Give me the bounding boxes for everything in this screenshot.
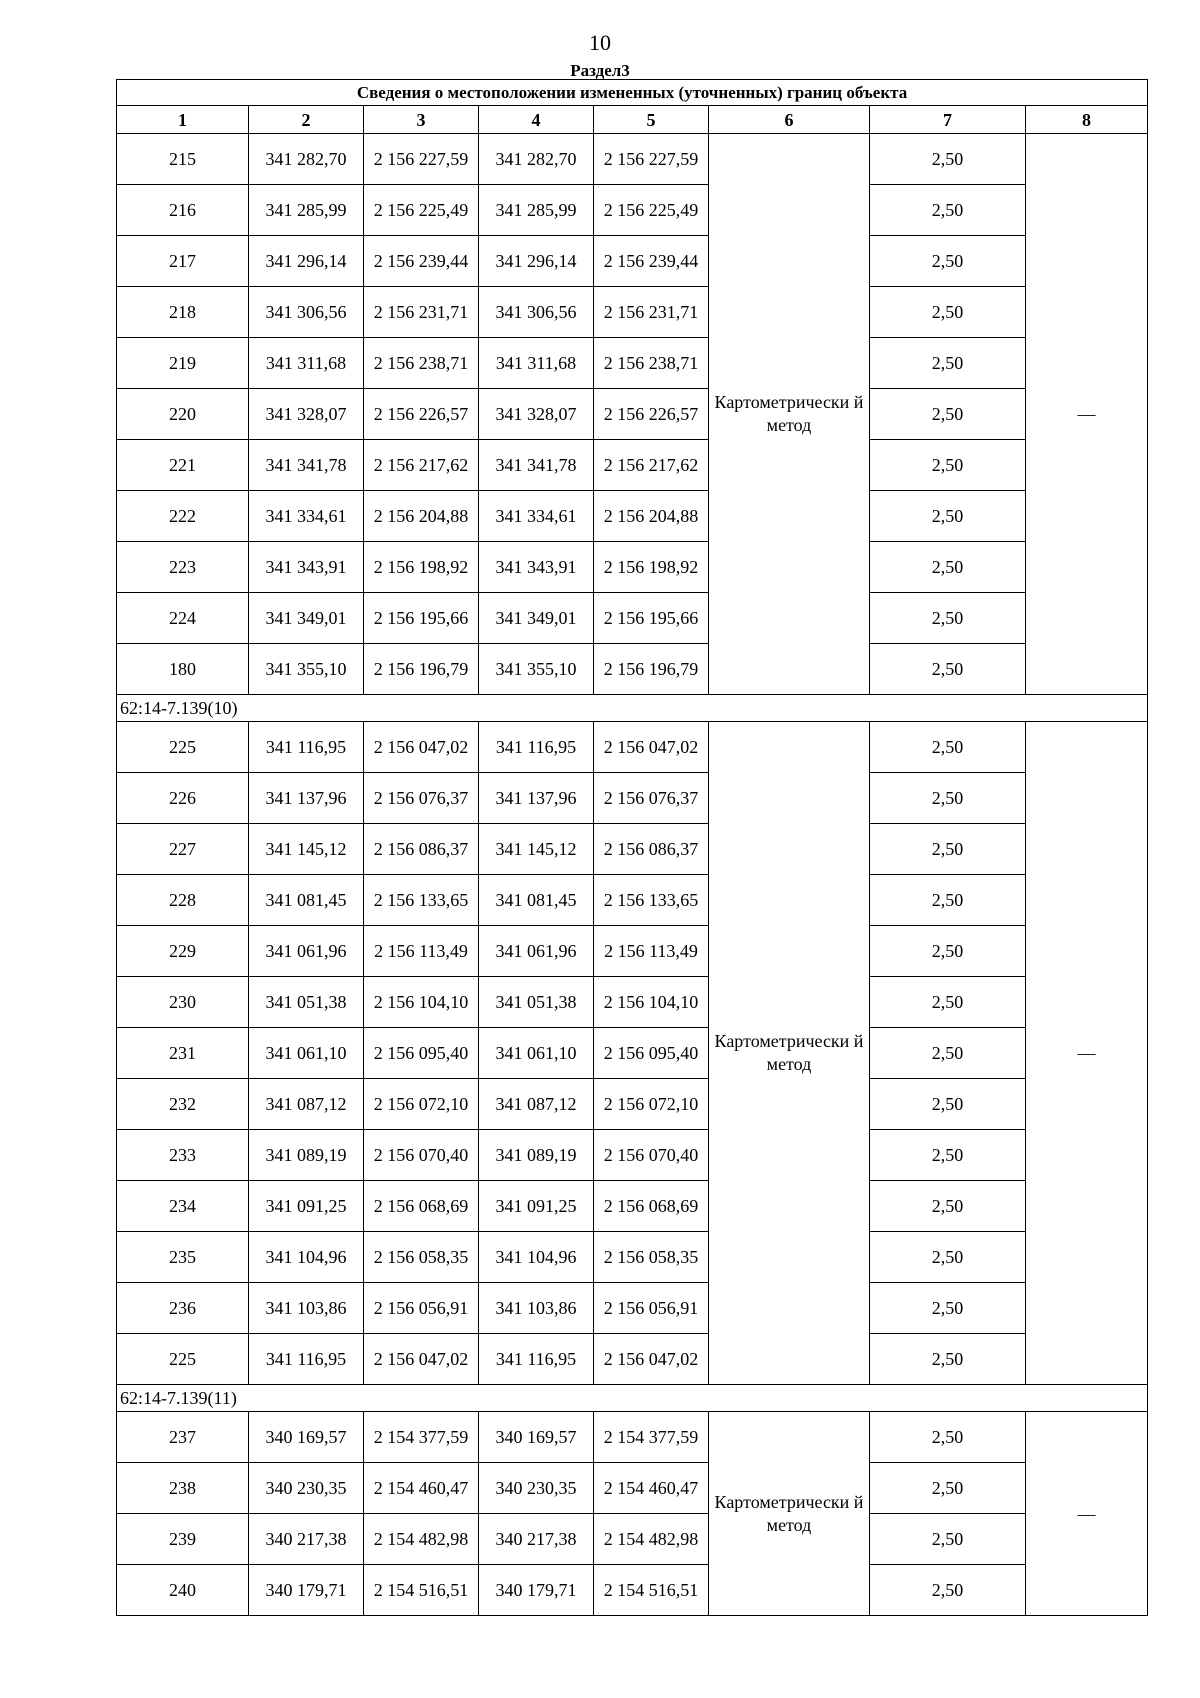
x-new-cell: 341 341,78 — [479, 440, 594, 491]
table-row — [117, 644, 1148, 695]
y-existing-cell: 2 156 072,10 — [364, 1079, 479, 1130]
y-new-cell: 2 154 377,59 — [594, 1412, 709, 1463]
precision-cell: 2,50 — [870, 644, 1026, 695]
precision-cell: 2,50 — [870, 926, 1026, 977]
column-header: 2 — [249, 106, 364, 134]
precision-cell: 2,50 — [870, 722, 1026, 773]
point-number-cell: 226 — [117, 773, 249, 824]
table-row — [117, 1283, 1148, 1334]
table-row — [117, 491, 1148, 542]
y-existing-cell: 2 156 239,44 — [364, 236, 479, 287]
table-row — [117, 1232, 1148, 1283]
x-new-cell: 341 282,70 — [479, 134, 594, 185]
y-existing-cell: 2 154 516,51 — [364, 1565, 479, 1616]
x-new-cell: 341 061,96 — [479, 926, 594, 977]
precision-cell: 2,50 — [870, 236, 1026, 287]
contour-header-row — [117, 695, 1148, 722]
y-new-cell: 2 156 070,40 — [594, 1130, 709, 1181]
x-new-cell: 341 343,91 — [479, 542, 594, 593]
x-new-cell: 341 116,95 — [479, 722, 594, 773]
y-new-cell: 2 156 226,57 — [594, 389, 709, 440]
x-existing-cell: 341 285,99 — [249, 185, 364, 236]
x-new-cell: 341 296,14 — [479, 236, 594, 287]
y-existing-cell: 2 156 204,88 — [364, 491, 479, 542]
point-number-cell: 231 — [117, 1028, 249, 1079]
point-number-cell: 215 — [117, 134, 249, 185]
table-row — [117, 1565, 1148, 1616]
y-new-cell: 2 156 072,10 — [594, 1079, 709, 1130]
table-row — [117, 389, 1148, 440]
y-existing-cell: 2 156 056,91 — [364, 1283, 479, 1334]
y-existing-cell: 2 156 047,02 — [364, 1334, 479, 1385]
column-header: 8 — [1026, 106, 1148, 134]
x-new-cell: 341 051,38 — [479, 977, 594, 1028]
method-cell: Картометрически й метод — [709, 722, 870, 1385]
x-existing-cell: 341 341,78 — [249, 440, 364, 491]
x-existing-cell: 341 087,12 — [249, 1079, 364, 1130]
table-row — [117, 134, 1148, 185]
y-existing-cell: 2 156 227,59 — [364, 134, 479, 185]
precision-cell: 2,50 — [870, 1412, 1026, 1463]
y-existing-cell: 2 154 482,98 — [364, 1514, 479, 1565]
precision-cell: 2,50 — [870, 440, 1026, 491]
column-header-row — [117, 106, 1148, 134]
y-new-cell: 2 156 225,49 — [594, 185, 709, 236]
point-number-cell: 229 — [117, 926, 249, 977]
x-existing-cell: 341 089,19 — [249, 1130, 364, 1181]
point-number-cell: 236 — [117, 1283, 249, 1334]
precision-cell: 2,50 — [870, 542, 1026, 593]
x-new-cell: 341 104,96 — [479, 1232, 594, 1283]
x-new-cell: 341 103,86 — [479, 1283, 594, 1334]
y-existing-cell: 2 156 068,69 — [364, 1181, 479, 1232]
method-cell: Картометрически й метод — [709, 1412, 870, 1616]
y-new-cell: 2 156 047,02 — [594, 722, 709, 773]
y-existing-cell: 2 156 238,71 — [364, 338, 479, 389]
precision-cell: 2,50 — [870, 1283, 1026, 1334]
table-row — [117, 773, 1148, 824]
precision-cell: 2,50 — [870, 773, 1026, 824]
y-existing-cell: 2 156 226,57 — [364, 389, 479, 440]
contour-label: 62:14-7.139(10) — [117, 695, 1148, 722]
section-title: Раздел3 — [570, 61, 630, 80]
y-new-cell: 2 154 460,47 — [594, 1463, 709, 1514]
method-cell: Картометрически й метод — [709, 134, 870, 695]
table-row — [117, 1130, 1148, 1181]
table-row — [117, 875, 1148, 926]
column-header: 3 — [364, 106, 479, 134]
contour-header-row — [117, 1385, 1148, 1412]
x-existing-cell: 341 145,12 — [249, 824, 364, 875]
column-header: 4 — [479, 106, 594, 134]
y-new-cell: 2 156 086,37 — [594, 824, 709, 875]
table-row — [117, 338, 1148, 389]
precision-cell: 2,50 — [870, 1028, 1026, 1079]
contour-label: 62:14-7.139(11) — [117, 1385, 1148, 1412]
x-existing-cell: 340 179,71 — [249, 1565, 364, 1616]
y-new-cell: 2 156 133,65 — [594, 875, 709, 926]
x-new-cell: 341 145,12 — [479, 824, 594, 875]
point-number-cell: 240 — [117, 1565, 249, 1616]
precision-cell: 2,50 — [870, 977, 1026, 1028]
y-existing-cell: 2 156 047,02 — [364, 722, 479, 773]
precision-cell: 2,50 — [870, 593, 1026, 644]
x-new-cell: 341 355,10 — [479, 644, 594, 695]
table-row — [117, 1079, 1148, 1130]
x-new-cell: 340 230,35 — [479, 1463, 594, 1514]
x-existing-cell: 341 343,91 — [249, 542, 364, 593]
y-new-cell: 2 154 516,51 — [594, 1565, 709, 1616]
precision-cell: 2,50 — [870, 1232, 1026, 1283]
y-new-cell: 2 156 058,35 — [594, 1232, 709, 1283]
point-number-cell: 218 — [117, 287, 249, 338]
x-existing-cell: 341 311,68 — [249, 338, 364, 389]
x-existing-cell: 341 306,56 — [249, 287, 364, 338]
x-existing-cell: 341 104,96 — [249, 1232, 364, 1283]
point-number-cell: 228 — [117, 875, 249, 926]
y-new-cell: 2 156 227,59 — [594, 134, 709, 185]
point-number-cell: 217 — [117, 236, 249, 287]
x-new-cell: 341 081,45 — [479, 875, 594, 926]
table-row — [117, 236, 1148, 287]
precision-cell: 2,50 — [870, 1079, 1026, 1130]
y-new-cell: 2 156 095,40 — [594, 1028, 709, 1079]
x-existing-cell: 341 091,25 — [249, 1181, 364, 1232]
precision-cell: 2,50 — [870, 875, 1026, 926]
precision-cell: 2,50 — [870, 1514, 1026, 1565]
x-existing-cell: 341 355,10 — [249, 644, 364, 695]
y-existing-cell: 2 156 231,71 — [364, 287, 479, 338]
precision-cell: 2,50 — [870, 1181, 1026, 1232]
point-number-cell: 230 — [117, 977, 249, 1028]
x-existing-cell: 341 328,07 — [249, 389, 364, 440]
point-number-cell: 235 — [117, 1232, 249, 1283]
x-new-cell: 340 169,57 — [479, 1412, 594, 1463]
x-new-cell: 341 311,68 — [479, 338, 594, 389]
y-existing-cell: 2 156 076,37 — [364, 773, 479, 824]
point-number-cell: 232 — [117, 1079, 249, 1130]
point-number-cell: 239 — [117, 1514, 249, 1565]
table-row — [117, 1181, 1148, 1232]
x-new-cell: 341 116,95 — [479, 1334, 594, 1385]
x-new-cell: 340 179,71 — [479, 1565, 594, 1616]
table-row — [117, 824, 1148, 875]
table-row — [117, 1334, 1148, 1385]
boundary-coordinates-table — [116, 79, 1148, 1616]
y-new-cell: 2 156 239,44 — [594, 236, 709, 287]
point-number-cell: 219 — [117, 338, 249, 389]
y-new-cell: 2 156 068,69 — [594, 1181, 709, 1232]
y-new-cell: 2 156 113,49 — [594, 926, 709, 977]
y-existing-cell: 2 156 196,79 — [364, 644, 479, 695]
y-existing-cell: 2 156 133,65 — [364, 875, 479, 926]
table-row — [117, 1463, 1148, 1514]
x-new-cell: 341 137,96 — [479, 773, 594, 824]
point-number-cell: 237 — [117, 1412, 249, 1463]
x-new-cell: 341 328,07 — [479, 389, 594, 440]
column-header: 1 — [117, 106, 249, 134]
table-row — [117, 440, 1148, 491]
point-number-cell: 220 — [117, 389, 249, 440]
y-existing-cell: 2 154 377,59 — [364, 1412, 479, 1463]
precision-cell: 2,50 — [870, 287, 1026, 338]
x-existing-cell: 341 081,45 — [249, 875, 364, 926]
point-number-cell: 216 — [117, 185, 249, 236]
x-new-cell: 341 091,25 — [479, 1181, 594, 1232]
y-existing-cell: 2 156 070,40 — [364, 1130, 479, 1181]
column-header: 6 — [709, 106, 870, 134]
precision-cell: 2,50 — [870, 1463, 1026, 1514]
precision-cell: 2,50 — [870, 1130, 1026, 1181]
y-existing-cell: 2 156 113,49 — [364, 926, 479, 977]
table-row — [117, 1514, 1148, 1565]
note-cell: — — [1026, 722, 1148, 1385]
table-row — [117, 977, 1148, 1028]
x-existing-cell: 341 137,96 — [249, 773, 364, 824]
table-row — [117, 287, 1148, 338]
x-new-cell: 341 285,99 — [479, 185, 594, 236]
y-existing-cell: 2 156 058,35 — [364, 1232, 479, 1283]
table-row — [117, 926, 1148, 977]
y-new-cell: 2 156 231,71 — [594, 287, 709, 338]
table-row — [117, 722, 1148, 773]
x-existing-cell: 341 334,61 — [249, 491, 364, 542]
y-existing-cell: 2 156 104,10 — [364, 977, 479, 1028]
x-existing-cell: 340 169,57 — [249, 1412, 364, 1463]
point-number-cell: 221 — [117, 440, 249, 491]
y-existing-cell: 2 156 217,62 — [364, 440, 479, 491]
table-row — [117, 185, 1148, 236]
y-new-cell: 2 156 198,92 — [594, 542, 709, 593]
precision-cell: 2,50 — [870, 185, 1026, 236]
column-header: 5 — [594, 106, 709, 134]
table-caption-row — [117, 80, 1148, 106]
note-cell: — — [1026, 1412, 1148, 1616]
y-existing-cell: 2 156 225,49 — [364, 185, 479, 236]
y-new-cell: 2 154 482,98 — [594, 1514, 709, 1565]
x-new-cell: 340 217,38 — [479, 1514, 594, 1565]
precision-cell: 2,50 — [870, 1565, 1026, 1616]
point-number-cell: 224 — [117, 593, 249, 644]
x-new-cell: 341 334,61 — [479, 491, 594, 542]
x-existing-cell: 341 296,14 — [249, 236, 364, 287]
x-new-cell: 341 089,19 — [479, 1130, 594, 1181]
x-existing-cell: 340 230,35 — [249, 1463, 364, 1514]
precision-cell: 2,50 — [870, 389, 1026, 440]
y-new-cell: 2 156 195,66 — [594, 593, 709, 644]
y-new-cell: 2 156 047,02 — [594, 1334, 709, 1385]
point-number-cell: 234 — [117, 1181, 249, 1232]
x-existing-cell: 341 051,38 — [249, 977, 364, 1028]
x-existing-cell: 341 103,86 — [249, 1283, 364, 1334]
x-new-cell: 341 087,12 — [479, 1079, 594, 1130]
y-new-cell: 2 156 217,62 — [594, 440, 709, 491]
x-existing-cell: 341 349,01 — [249, 593, 364, 644]
y-existing-cell: 2 156 195,66 — [364, 593, 479, 644]
y-existing-cell: 2 156 198,92 — [364, 542, 479, 593]
x-existing-cell: 341 282,70 — [249, 134, 364, 185]
note-cell: — — [1026, 134, 1148, 695]
table-row — [117, 593, 1148, 644]
table-row — [117, 542, 1148, 593]
x-existing-cell: 341 061,96 — [249, 926, 364, 977]
precision-cell: 2,50 — [870, 1334, 1026, 1385]
precision-cell: 2,50 — [870, 338, 1026, 389]
y-new-cell: 2 156 104,10 — [594, 977, 709, 1028]
y-new-cell: 2 156 204,88 — [594, 491, 709, 542]
x-existing-cell: 341 116,95 — [249, 1334, 364, 1385]
point-number-cell: 222 — [117, 491, 249, 542]
page-number: 10 — [589, 30, 611, 55]
point-number-cell: 225 — [117, 722, 249, 773]
column-header: 7 — [870, 106, 1026, 134]
x-new-cell: 341 061,10 — [479, 1028, 594, 1079]
y-new-cell: 2 156 238,71 — [594, 338, 709, 389]
x-new-cell: 341 349,01 — [479, 593, 594, 644]
table-caption: Сведения о местоположении измененных (уточненных) границ объекта — [117, 80, 1148, 106]
y-new-cell: 2 156 196,79 — [594, 644, 709, 695]
x-new-cell: 341 306,56 — [479, 287, 594, 338]
y-new-cell: 2 156 056,91 — [594, 1283, 709, 1334]
point-number-cell: 225 — [117, 1334, 249, 1385]
point-number-cell: 233 — [117, 1130, 249, 1181]
table-row — [117, 1028, 1148, 1079]
y-new-cell: 2 156 076,37 — [594, 773, 709, 824]
y-existing-cell: 2 156 095,40 — [364, 1028, 479, 1079]
precision-cell: 2,50 — [870, 824, 1026, 875]
x-existing-cell: 340 217,38 — [249, 1514, 364, 1565]
point-number-cell: 180 — [117, 644, 249, 695]
point-number-cell: 238 — [117, 1463, 249, 1514]
x-existing-cell: 341 061,10 — [249, 1028, 364, 1079]
precision-cell: 2,50 — [870, 491, 1026, 542]
y-existing-cell: 2 156 086,37 — [364, 824, 479, 875]
precision-cell: 2,50 — [870, 134, 1026, 185]
table-row — [117, 1412, 1148, 1463]
y-existing-cell: 2 154 460,47 — [364, 1463, 479, 1514]
point-number-cell: 223 — [117, 542, 249, 593]
point-number-cell: 227 — [117, 824, 249, 875]
x-existing-cell: 341 116,95 — [249, 722, 364, 773]
